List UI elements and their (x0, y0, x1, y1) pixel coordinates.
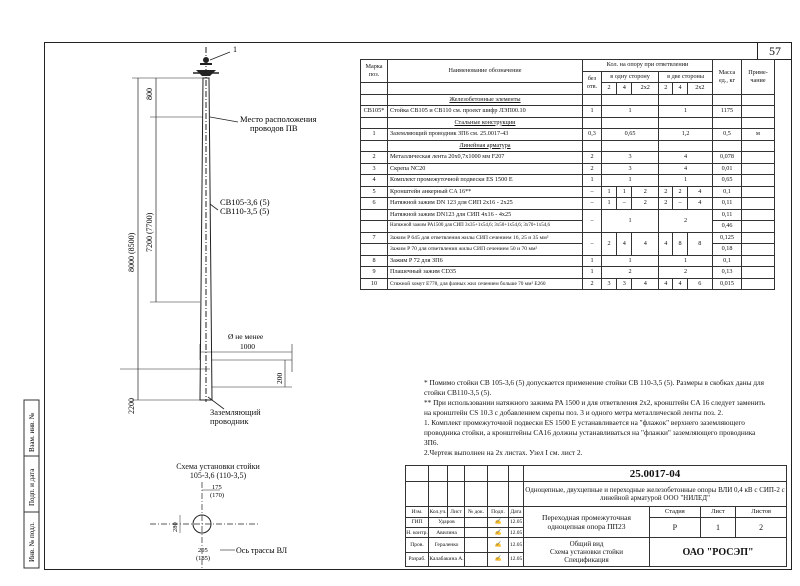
note-2: ** При использовании натяжного зажима PA 1500 и для ответвления 2х2, кронштейн CA 16 следует заменить на кронштейн CS 10.3 с добавлением скрепы поз. 3 и одного метра металлической ленты поз. 2. (424, 398, 766, 417)
dim-205: 205 (198, 547, 208, 554)
table-row: 2 Металлическая лента 20х0,7х1000 мм F207 2 3 4 0,078 (361, 152, 775, 164)
section-linear: Линейная арматура (388, 140, 583, 152)
h-sub: 4 (617, 83, 632, 95)
doc-name-2: одноцепная опора ПП23 (547, 522, 626, 532)
table-row: Натяжной зажим PA1500 для СИП 3х35+1х54,6; 3х50+1х54,6; 3х70+1х54,6 0,46 (361, 221, 775, 233)
stage: Р (650, 517, 701, 538)
scheme-title-2: 105-3,6 (110-3,5) (189, 471, 247, 480)
table-row: 10 Стяжной хомут E778, для фазных жил сечением больше 70 мм² E260 2 3 3 4 4 4 6 0,015 (361, 278, 775, 290)
place-label-2: проводов ПВ (250, 123, 298, 133)
pole-label-2: СВ110-3,5 (5) (220, 206, 270, 216)
table-row: 3 Скрепа NC20 2 3 4 0,01 (361, 163, 775, 175)
dim-170: (170) (210, 492, 225, 499)
spec-table (360, 59, 775, 290)
ground-label-2: проводник (210, 416, 249, 426)
h-sub: 2x2 (632, 83, 659, 95)
person: Гераленко (429, 538, 465, 552)
dim-800: 800 (145, 88, 154, 100)
h-sub: 2 (602, 83, 617, 95)
h-two: в две стороны (659, 71, 713, 83)
dim-total: 8000 (8500) (127, 232, 136, 272)
note-3: 1. Комплект промежуточной подвески ES 1500 E устанавливается на "флажок" верхнего заземляющего проводника стойки, а кронштейны CA16 должны устанавливаться на "флажки" заземляющего проводника ЗП6. (424, 418, 756, 447)
dim-2200: 2200 (127, 398, 136, 414)
h-none: без отв. (583, 71, 602, 94)
ground-label-1: Заземляющий (210, 407, 261, 417)
place-label-1: Место расположения (240, 114, 317, 124)
note-4: 2.Чертеж выполнен на 2х листах. Узел I см. лист 2. (424, 448, 583, 457)
dim-175: 175 (212, 484, 222, 491)
org-name: ОАО "РОСЭП" (650, 538, 787, 567)
date: 12.05 (509, 517, 524, 527)
sheet: 1 (700, 517, 736, 538)
h-note: Приме-чание (742, 60, 775, 95)
person: Авилина (429, 527, 465, 537)
note-1: * Помимо стойки СВ 105-3,6 (5) допускается применение стойки СВ 110-3,5 (5). Размеры в скобках даны для стойки СВ110-3,5 (5). (424, 378, 765, 397)
date: 12.05 (509, 538, 524, 552)
sheets: 2 (736, 517, 787, 538)
role: Пров. (406, 538, 429, 552)
side-label-sign: Подп. и дата (28, 468, 36, 506)
th-kol: Кол.уч. (429, 507, 448, 517)
dim-1000: 1000 (240, 342, 255, 351)
th-date: Дата (509, 507, 524, 517)
doc-code: 25.0017-04 (524, 466, 787, 482)
table-row: 1 Заземляющий проводник ЗП6 см. 25.0017-43 0,3 0,65 1,2 0,5 м (361, 129, 775, 141)
dim-7200: 7200 (7700) (145, 212, 154, 252)
sheet-number: 57 (757, 42, 792, 60)
table-row: 9 Плашечный зажим CD35 1 2 2 0,13 (361, 267, 775, 279)
scheme-title-1: Схема установки стойки (176, 462, 260, 471)
table-row: 8 Зажим P 72 для ЗП6 1 1 1 0,1 (361, 255, 775, 267)
person: Калабакина А. (429, 552, 465, 566)
h-mass: Масса ед., кг (713, 60, 742, 95)
th-izm: Изм. (406, 507, 429, 517)
callout-1: 1 (233, 45, 237, 54)
sheets-h: Листов (736, 507, 787, 517)
h-empty (388, 83, 583, 95)
ground-leader (206, 395, 226, 415)
person: Ударов (429, 517, 465, 527)
h-empty (361, 83, 388, 95)
table-row: 5 Кронштейн анкерный CA 16** – 1 1 2 2 2 4 0,1 (361, 186, 775, 198)
project-title: Одноцепные, двухцепные и переходные железобетонные опоры ВЛИ 0,4 кВ с СИП-2 с линейной арматурой ООО "НИЛЕД" (524, 482, 787, 507)
h-one: в одну сторону (602, 71, 659, 83)
th-sign: Подп. (488, 507, 509, 517)
date: 12.05 (509, 527, 524, 537)
h-sub: 2x2 (687, 83, 712, 95)
h-name: Наименование обозначение (388, 60, 583, 83)
table-row: Натяжной зажим DN123 для СИП 4х16 - 4х25 – 1 2 0,11 (361, 209, 775, 221)
role: Разраб. (406, 552, 429, 566)
table-row: 4 Комплект промежуточной подвески ES 1500 E 1 1 1 0,65 (361, 175, 775, 187)
side-stamp (8, 400, 40, 568)
th-list: Лист (448, 507, 465, 517)
table-row: СВ105* Стойка СВ105 и СВ110 см. проект шифр ЛЭП00.10 1 1 1 1175 (361, 106, 775, 118)
sheet-h: Лист (700, 507, 736, 517)
contents-2: Схема установки стойки (549, 548, 624, 557)
side-label-replace: Взам. инв. № (28, 412, 36, 452)
title-block: 25.0017-04 Одноцепные, двухцепные и переходные железобетонные опоры ВЛИ 0,4 кВ с СИП-2 с линейной арматурой ООО "НИЛЕД" Изм. Кол.уч. Лист № док. Подп. Дата Переходная промежуточная одноцепная опора ПП23 Стадия Лист Листов ГИП Ударов ✍ 12.05 Р 1 2 Н. контр. Авилина ✍ 12.05 Пров. Гераленко ✍ 12.05 Общий вид Схема установки стойки Спецификация ОАО "РОСЭП" Разраб. Калабакина А. ✍ 12.05 (405, 465, 787, 567)
contents-1: Общий вид (569, 540, 604, 549)
dim-185: (185) (196, 555, 211, 562)
role: Н. контр. (406, 527, 429, 537)
diam-label: Ø не менее (228, 332, 264, 341)
h-sub: 2 (659, 83, 673, 95)
dim-200: 200 (275, 372, 284, 384)
stage-h: Стадия (650, 507, 701, 517)
doc-name-1: Переходная промежуточная (542, 513, 631, 523)
side-label-inv: Инв. № подл. (28, 522, 36, 562)
th-doc: № док. (465, 507, 488, 517)
section-concrete: Железобетонные элементы (388, 94, 583, 106)
table-row: 7 Зажим P 645 для ответвления жилы СИП сечением 16, 25 и 35 мм² – 2 4 4 4 8 8 0,125 (361, 232, 775, 244)
pole-label-1: СВ105-3,6 (5) (220, 197, 270, 207)
section-steel: Стальные конструкции (388, 117, 583, 129)
h-mark: Марка поз. (361, 60, 388, 83)
notes (424, 378, 769, 458)
table-row: Зажим P 70 для ответвления жилы СИП сечением 50 и 70 мм² 0,18 (361, 244, 775, 256)
date: 12.05 (509, 552, 524, 566)
axis-label: Ось трассы ВЛ (236, 546, 288, 555)
dim-280: 280 (172, 522, 179, 532)
h-sub: 4 (673, 83, 687, 95)
contents-3: Спецификация (564, 556, 609, 565)
install-scheme (140, 480, 330, 570)
table-row: 6 Натяжной зажим DN 123 для СИП 2х16 - 2х25 – 1 – 2 2 – 4 0,11 (361, 198, 775, 210)
role: ГИП (406, 517, 429, 527)
h-qty: Кол. на опору при ответвлении (583, 60, 713, 72)
